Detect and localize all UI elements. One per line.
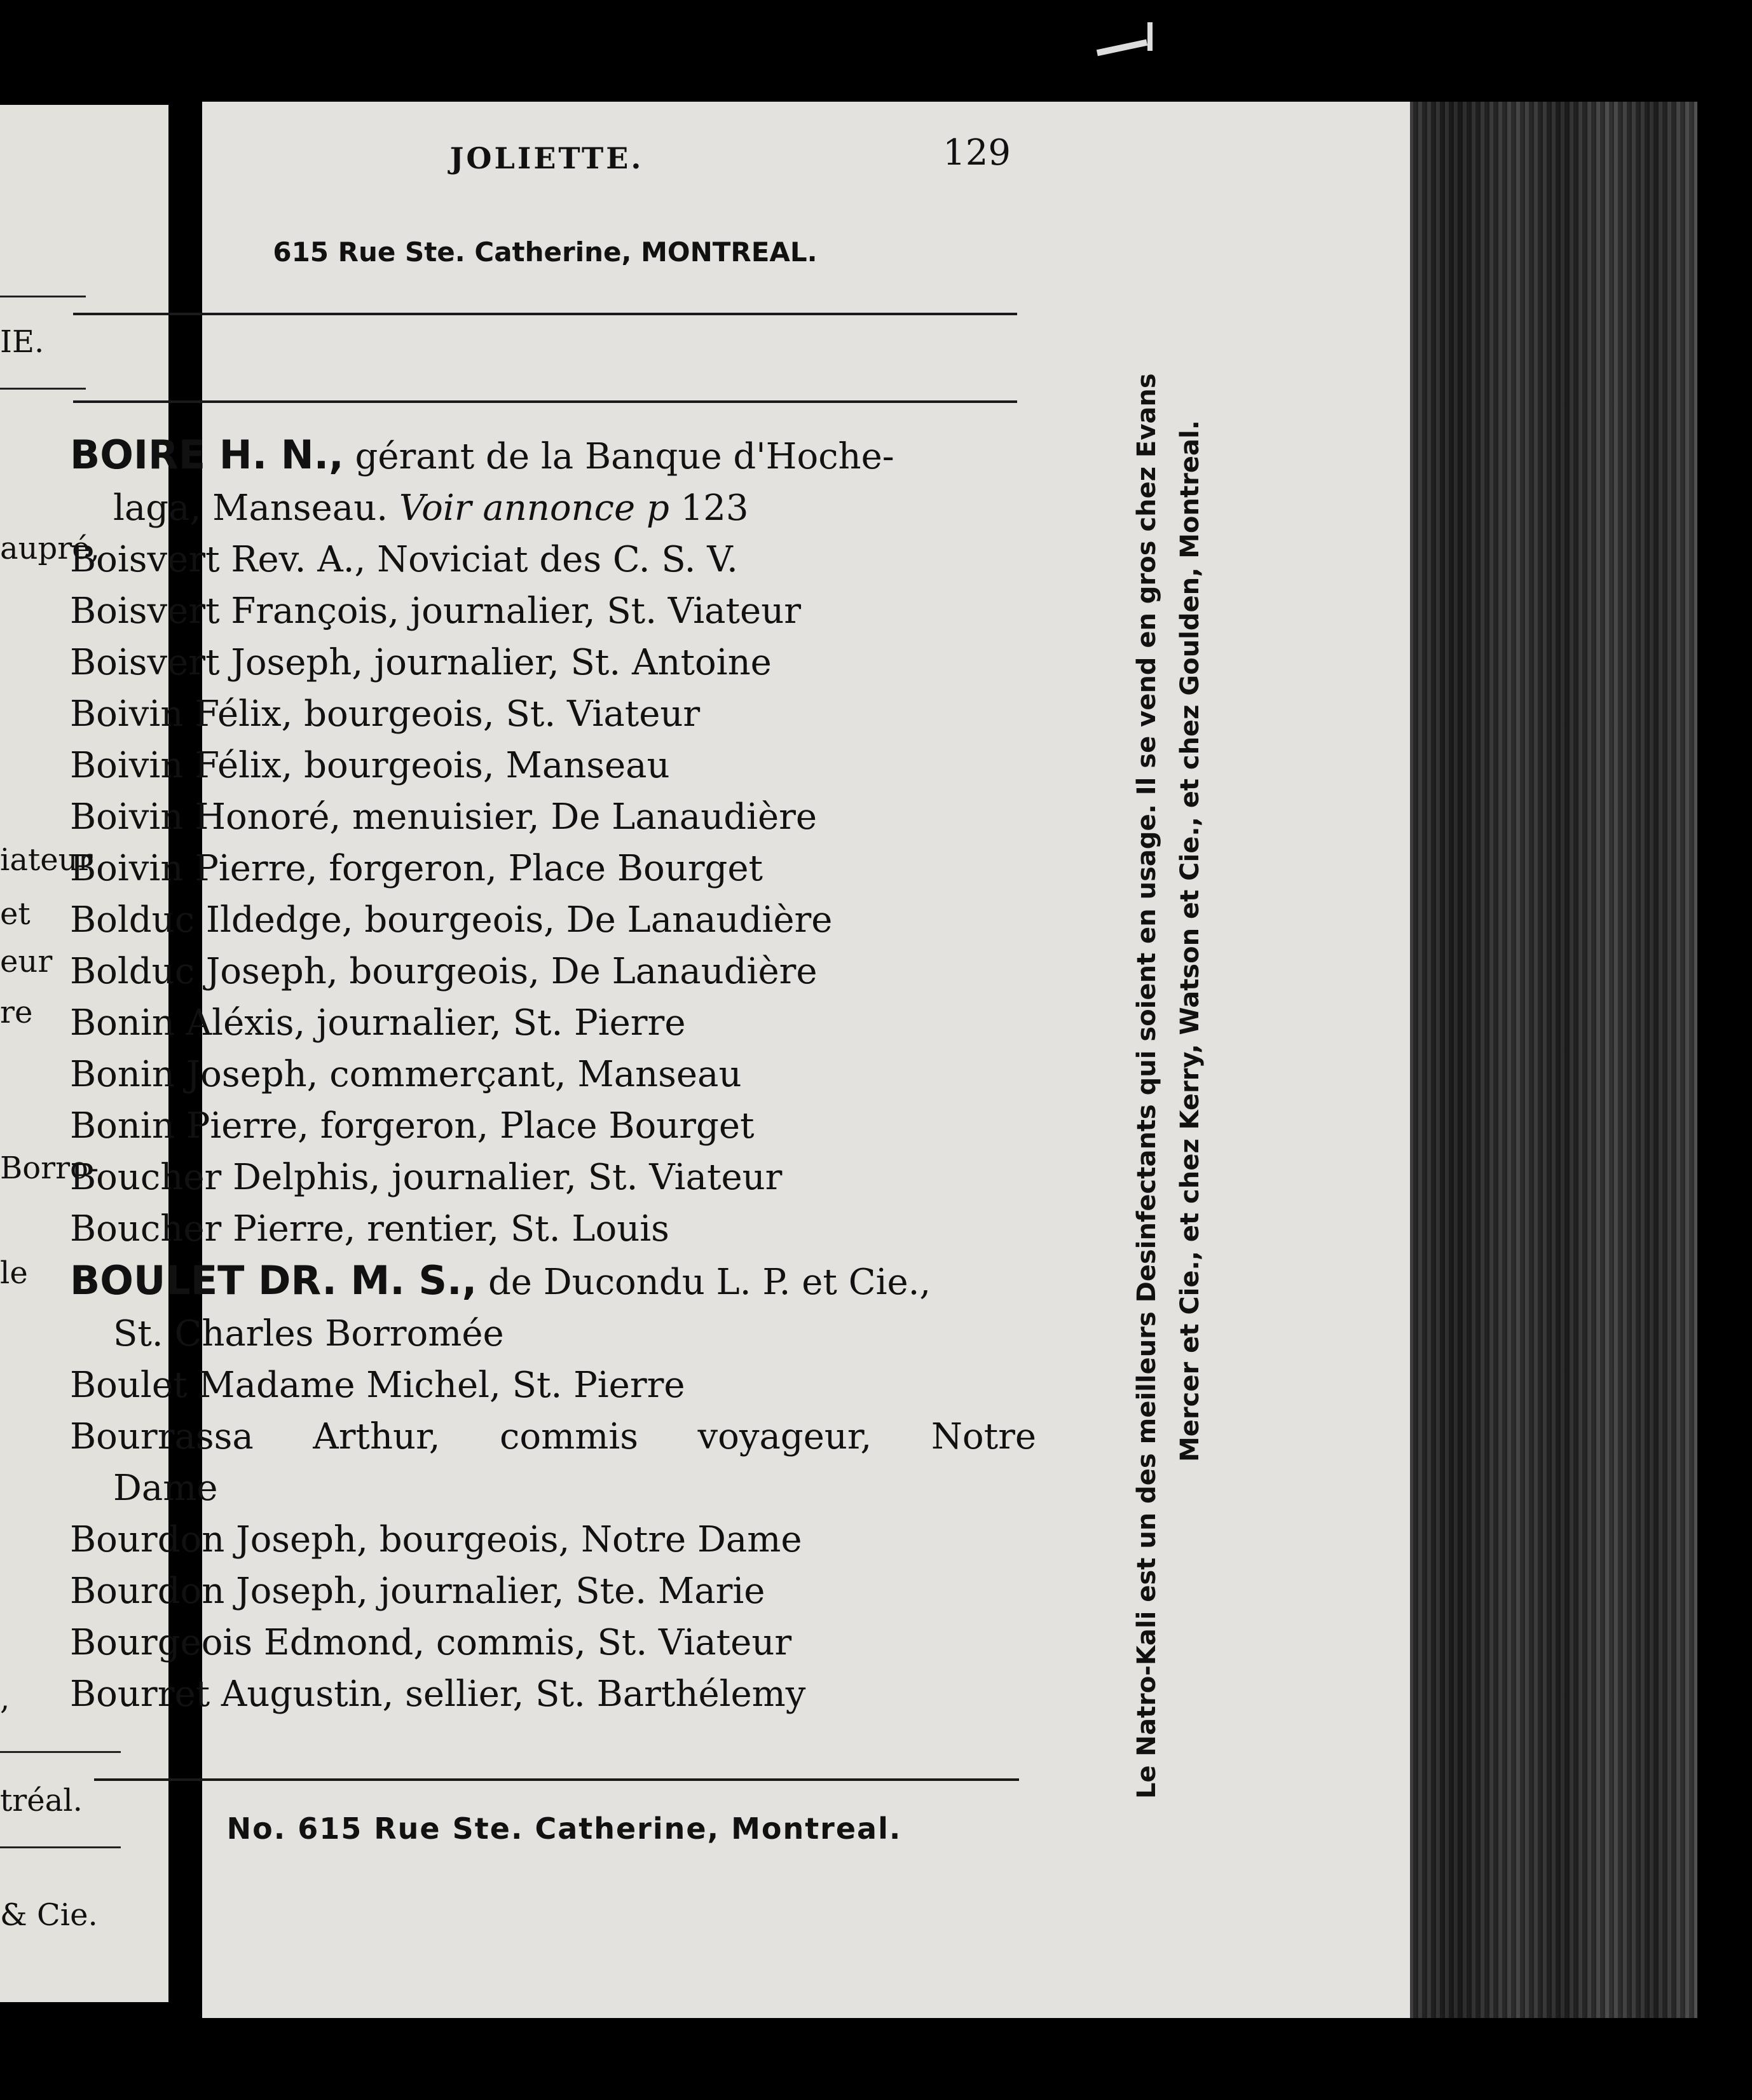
directory-entry	[70, 894, 1036, 946]
page-number: 129	[943, 132, 1011, 174]
directory-entry	[70, 585, 1036, 637]
entry-voir-annonce: Voir annonce p	[399, 488, 669, 529]
left-page-rule	[0, 1846, 121, 1848]
entry-continuation	[70, 1308, 1036, 1360]
entry-text: Bourrassa Arthur, commis voyageur, Notre	[70, 1416, 1036, 1457]
directory-entry	[70, 1049, 1036, 1100]
entry-text: Boisvert Rev. A., Noviciat des C. S. V.	[70, 539, 738, 580]
vertical-advertisement	[1125, 254, 1221, 1799]
entry-text: Boivin Pierre, forgeron, Place Bourget	[70, 848, 763, 889]
directory-entry	[70, 946, 1036, 997]
entry-continuation-text: St. Charles Borromée	[113, 1313, 504, 1354]
entry-bold-name: BOIRE H. N.,	[70, 432, 344, 478]
left-page-rule	[0, 1751, 121, 1753]
directory-entry	[70, 1360, 1036, 1411]
entry-text: Boivin Félix, bourgeois, Manseau	[70, 745, 670, 786]
left-page-fragment-text: eur	[0, 944, 53, 979]
advertisement-line-1: Le Natro-Kali est un des meilleurs Desinfectants qui soient en usage. Il se vend en gros chez Evans	[1132, 373, 1161, 1799]
entry-text: Bourgeois Edmond, commis, St. Viateur	[70, 1622, 792, 1663]
left-page-fragment-text: & Cie.	[0, 1897, 98, 1933]
directory-entry	[70, 1203, 1036, 1255]
scan-mark	[1097, 39, 1147, 56]
directory-entry	[70, 1617, 1036, 1668]
entry-text: Bourdon Joseph, journalier, Ste. Marie	[70, 1571, 765, 1612]
header-address: 615 Rue Ste. Catherine, MONTREAL.	[273, 236, 818, 268]
left-page-rule	[0, 296, 86, 297]
running-title: JOLIETTE.	[449, 141, 644, 175]
directory-entry	[70, 688, 1036, 740]
left-page-fragment-text: aupré,	[0, 531, 100, 566]
left-page-fragment-text: Borro-	[0, 1150, 99, 1186]
directory-entry	[70, 791, 1036, 843]
entry-text: Boivin Félix, bourgeois, St. Viateur	[70, 693, 701, 735]
entry-text: Boivin Honoré, menuisier, De Lanaudière	[70, 796, 818, 838]
left-page-header-fragment: IE.	[0, 324, 44, 360]
entry-text: Bonin Joseph, commerçant, Manseau	[70, 1054, 742, 1095]
directory-entry	[70, 843, 1036, 894]
left-page-fragment-text: ,	[0, 1681, 10, 1717]
entry-continuation-text: Dame	[113, 1468, 218, 1509]
entry-text: Bonin Aléxis, journalier, St. Pierre	[70, 1002, 686, 1044]
advertisement-line-2: Mercer et Cie., et chez Kerry, Watson et Cie., et chez Goulden, Montreal.	[1175, 420, 1205, 1462]
directory-entries	[70, 429, 1036, 1720]
header-rule-lower	[73, 400, 1017, 403]
directory-entry	[70, 534, 1036, 585]
entry-text: Boulet Madame Michel, St. Pierre	[70, 1365, 685, 1406]
entry-continuation	[70, 482, 1036, 534]
footer-address: No. 615 Rue Ste. Catherine, Montreal.	[226, 1811, 902, 1846]
entry-text: Bolduc Joseph, bourgeois, De Lanaudière	[70, 951, 818, 992]
entry-voir-page-number: 123	[669, 488, 749, 529]
header-rule	[73, 313, 1017, 315]
directory-entry	[70, 1411, 1036, 1514]
directory-entry	[70, 637, 1036, 688]
left-page-fragment-text: et	[0, 896, 31, 932]
entry-description: gérant de la Banque d'Hoche-	[343, 436, 894, 477]
entry-text: Boucher Pierre, rentier, St. Louis	[70, 1208, 669, 1250]
entry-text: Boisvert Joseph, journalier, St. Antoine	[70, 642, 772, 683]
entry-text: Bourret Augustin, sellier, St. Barthélemy	[70, 1674, 806, 1715]
left-page-fragment-text: re	[0, 995, 33, 1030]
entry-continuation-text: laga, Manseau.	[113, 488, 399, 529]
directory-entry	[70, 429, 1036, 534]
entry-bold-name: BOULET DR. M. S.,	[70, 1257, 477, 1304]
entry-text: Bourdon Joseph, bourgeois, Notre Dame	[70, 1519, 802, 1560]
entry-text: Bolduc Ildedge, bourgeois, De Lanaudière	[70, 899, 833, 941]
directory-entry	[70, 1255, 1036, 1360]
directory-entry	[70, 1152, 1036, 1203]
directory-entry	[70, 1100, 1036, 1152]
scan-mark	[1147, 22, 1153, 51]
entry-text: Boucher Delphis, journalier, St. Viateur	[70, 1157, 783, 1198]
left-page-fragment-text: iateur	[0, 842, 93, 878]
entry-text: Boisvert François, journalier, St. Viateur	[70, 590, 802, 632]
footer-rule	[94, 1778, 1019, 1781]
directory-entry	[70, 740, 1036, 791]
book-spine	[1399, 102, 1697, 2018]
left-page-fragment-text: tréal.	[0, 1783, 83, 1818]
entry-text: Bonin Pierre, forgeron, Place Bourget	[70, 1105, 755, 1147]
directory-entry	[70, 1668, 1036, 1720]
directory-entry	[70, 997, 1036, 1049]
left-page-rule	[0, 388, 86, 390]
directory-entry	[70, 1514, 1036, 1565]
left-page-fragment-text: le	[0, 1255, 28, 1291]
directory-entry	[70, 1565, 1036, 1617]
entry-description: de Ducondu L. P. et Cie.,	[477, 1262, 931, 1303]
entry-continuation	[70, 1462, 1036, 1514]
